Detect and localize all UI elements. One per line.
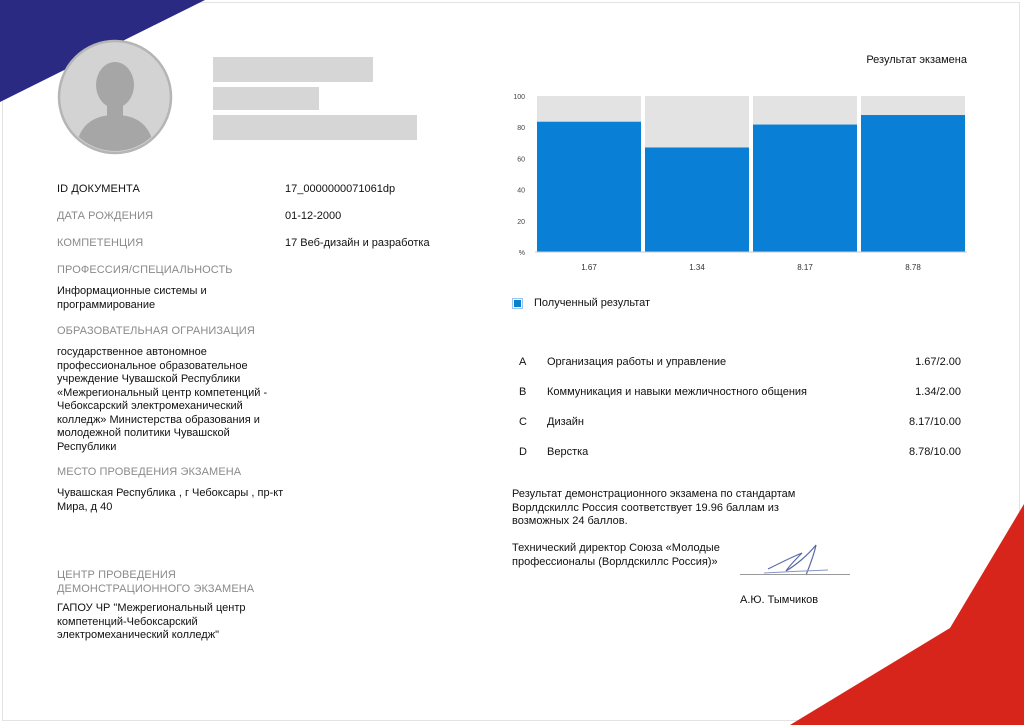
module-row bbox=[519, 407, 961, 437]
y-tick-label: 80 bbox=[517, 125, 525, 133]
redacted-first-name bbox=[213, 87, 319, 110]
modules-table bbox=[519, 347, 961, 467]
avatar bbox=[57, 39, 173, 155]
y-tick-label: 20 bbox=[517, 218, 525, 226]
module-letter: C bbox=[519, 416, 527, 428]
redacted-patronymic bbox=[213, 115, 417, 140]
module-row bbox=[519, 347, 961, 377]
y-tick-label: 60 bbox=[517, 156, 525, 164]
chart-title: Результат экзамена bbox=[866, 54, 967, 66]
module-letter: D bbox=[519, 446, 527, 458]
birth-date-label: ДАТА РОЖДЕНИЯ bbox=[57, 210, 154, 222]
module-row bbox=[519, 377, 961, 407]
y-tick-label: % bbox=[518, 250, 525, 257]
org-value: государственное автономное профессиональное образовательное учреждение Чувашской Республики «Межрегиональный центр компетенций - Чебоксарский электромеханический колледж» Министерства образования и молодежной политики Чувашской Республики bbox=[57, 346, 268, 453]
birth-date-value: 01-12-2000 bbox=[285, 210, 342, 222]
doc-id-value: 17_0000000071061dp bbox=[285, 183, 396, 195]
module-letter: A bbox=[519, 356, 527, 368]
module-name: Коммуникация и навыки межличностного общения bbox=[547, 386, 807, 398]
signature-line bbox=[740, 574, 850, 575]
y-axis-ticks bbox=[513, 94, 525, 257]
module-row bbox=[519, 437, 961, 467]
bar-result-4 bbox=[861, 115, 965, 252]
competence-value: 17 Веб-дизайн и разработка bbox=[285, 237, 430, 249]
exam-center-label: ЦЕНТР ПРОВЕДЕНИЯ ДЕМОНСТРАЦИОННОГО ЭКЗАМЕНА bbox=[57, 569, 255, 595]
module-name: Организация работы и управление bbox=[547, 356, 727, 368]
chart-legend bbox=[512, 297, 650, 309]
bar-result-2 bbox=[645, 147, 749, 252]
legend-swatch bbox=[512, 298, 523, 309]
red-triangle bbox=[790, 504, 1024, 725]
redacted-surname bbox=[213, 57, 373, 82]
x-tick-label: 8.17 bbox=[797, 263, 813, 272]
red-corner-decoration bbox=[790, 500, 1024, 725]
module-name: Верстка bbox=[547, 446, 589, 458]
exam-center-value: ГАПОУ ЧР "Межрегиональный центр компетенций-Чебоксарский электромеханический колледж" bbox=[57, 602, 246, 641]
competence-label: КОМПЕТЕНЦИЯ bbox=[57, 237, 144, 249]
exam-place-value: Чувашская Республика , г Чебоксары , пр-кт Мира, д 40 bbox=[57, 487, 284, 513]
bars bbox=[537, 96, 965, 252]
x-tick-label: 8.78 bbox=[905, 263, 921, 272]
org-label: ОБРАЗОВАТЕЛЬНАЯ ОГРАНИЗАЦИЯ bbox=[57, 325, 255, 337]
doc-id-label: ID ДОКУМЕНТА bbox=[57, 183, 140, 195]
x-tick-label: 1.67 bbox=[581, 263, 597, 272]
director-name: А.Ю. Тымчиков bbox=[740, 594, 819, 606]
module-letter: B bbox=[519, 386, 527, 398]
director-title: Технический директор Союза «Молодые профессионалы (Ворлдскиллс Россия)» bbox=[512, 542, 720, 568]
module-name: Дизайн bbox=[547, 416, 584, 428]
profession-value: Информационные системы и программирование bbox=[57, 285, 207, 311]
y-tick-label: 40 bbox=[517, 187, 525, 195]
signature-image bbox=[762, 539, 832, 579]
x-axis-ticks bbox=[581, 263, 921, 272]
result-bar-chart bbox=[505, 86, 975, 281]
legend-label: Полученный результат bbox=[534, 297, 651, 309]
module-score: 1.34/2.00 bbox=[915, 386, 961, 398]
module-score: 8.17/10.00 bbox=[909, 416, 961, 428]
x-tick-label: 1.34 bbox=[689, 263, 705, 272]
bar-result-3 bbox=[753, 125, 857, 252]
module-score: 8.78/10.00 bbox=[909, 446, 961, 458]
result-statement: Результат демонстрационного экзамена по стандартам Ворлдскиллс Россия соответствует 19.96 баллам из возможных 24 баллов. bbox=[512, 488, 796, 527]
y-tick-label: 100 bbox=[513, 94, 525, 101]
exam-place-label: МЕСТО ПРОВЕДЕНИЯ ЭКЗАМЕНА bbox=[57, 466, 242, 478]
bar-result-1 bbox=[537, 122, 641, 252]
module-score: 1.67/2.00 bbox=[915, 356, 961, 368]
profession-label: ПРОФЕССИЯ/СПЕЦИАЛЬНОСТЬ bbox=[57, 264, 233, 276]
